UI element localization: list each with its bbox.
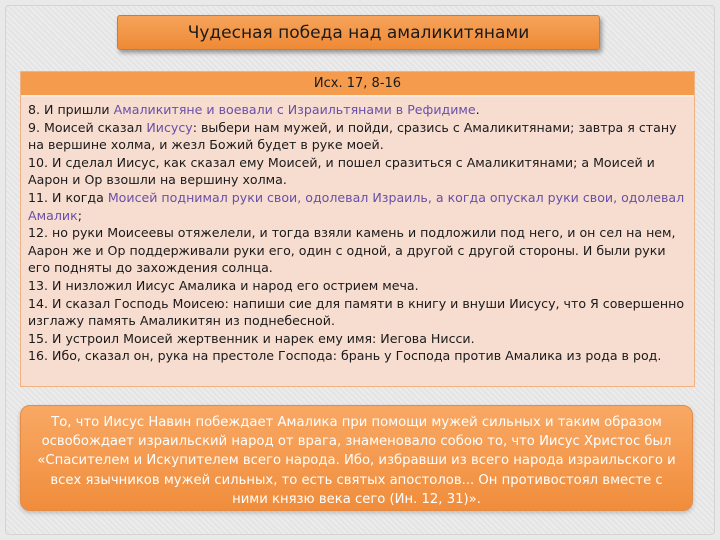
verse-13: 13. И низложил Иисус Амалика и народ его острием меча. — [28, 277, 419, 293]
highlighted-text: Иисусу — [146, 119, 193, 135]
scripture-table — [20, 71, 695, 387]
scripture-reference: Исх. 17, 8-16 — [313, 76, 402, 91]
highlighted-text: Моисей поднимал руки свои, одолевал Израиль, а когда опускал руки свои, одолевал Амалик — [28, 189, 685, 223]
highlighted-text: Амаликитяне и воевали с Израильтянами в Рефидиме — [113, 102, 476, 117]
verse-8: 8. И пришли Амаликитяне и воевали с Израильтянами в Рефидиме. — [28, 102, 480, 117]
verse-11: 11. И когда Моисей поднимал руки свои, одолевал Израиль, а когда опускал руки свои, одолевал Амалик; — [28, 189, 685, 223]
verse-15: 15. И устроил Моисей жертвенник и нарек ему имя: Иегова Нисси. — [28, 330, 475, 346]
slide-title: Чудесная победа над амаликитянами — [187, 22, 530, 43]
scripture-reference-header — [21, 72, 694, 95]
verse-12: 12. но руки Моисеевы отяжелели, и тогда взяли камень и подложили под него, и он сел на нем, Аарон же и Ор поддерживали руки его, один с одной, а другой с другой стороны. И были руки его подняты до захождения солнца. — [28, 225, 676, 276]
verse-10: 10. И сделал Иисус, как сказал ему Моисей, и пошел сразиться с Амаликитянами; а Моисей и Аарон и Ор взошли на вершину холма. — [28, 154, 655, 188]
commentary-box — [20, 405, 693, 511]
scripture-text — [21, 95, 694, 386]
slide-title-banner — [117, 15, 600, 50]
verse-14: 14. И сказал Господь Моисею: напиши сие для памяти в книгу и внуши Иисусу, что Я совершенно изглажу память Амаликитян из поднебесной. — [28, 295, 685, 329]
commentary-text: То, что Иисус Навин побеждает Амалика при помощи мужей сильных и таким образом освобождает израильский народ от врага, знаменовало собою то, что Иисус Христос был «Спасителем и Искупителем всего народа. Ибо, избравши из всего народа израильского и всех язычников мужей сильных, то есть святых апостолов... Он противостоял вместе с ними князю века сего (Ин. 12, 31)». — [37, 415, 676, 507]
verse-16: 16. Ибо, сказал он, рука на престоле Господа: брань у Господа против Амалика из рода в род. — [28, 348, 662, 364]
verse-9: 9. Моисей сказал Иисусу: выбери нам мужей, и пойди, сразись с Амаликитянами; завтра я стану на вершине холма, и жезл Божий будет в руке моей. — [28, 119, 677, 153]
